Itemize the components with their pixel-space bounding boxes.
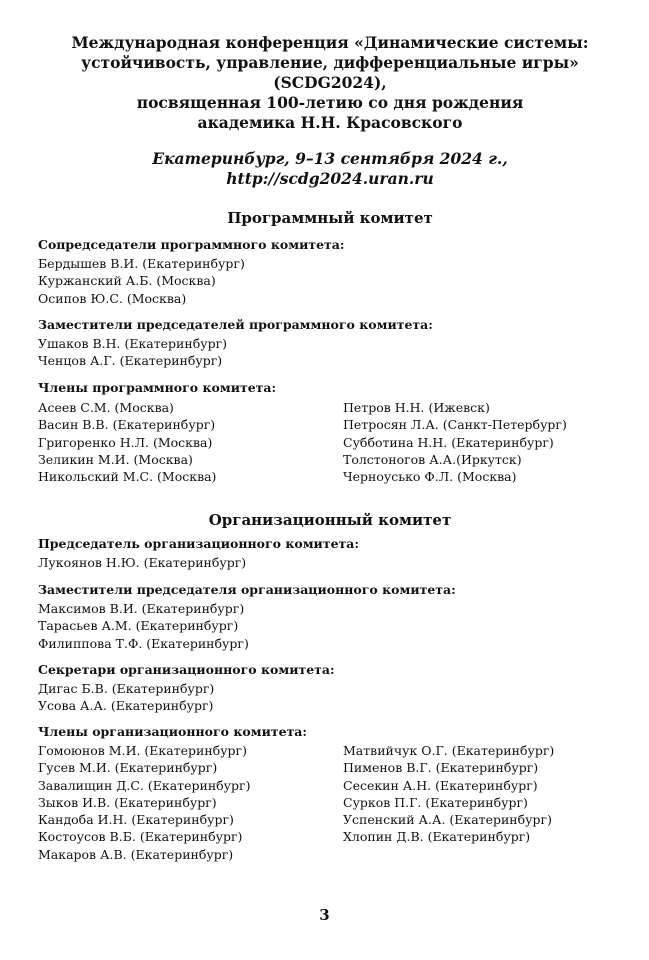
list-item: Ченцов А.Г. (Екатеринбург) [38,353,223,369]
title-line: устойчивость, управление, дифференциальные игры» [81,53,579,72]
list-item: Гусев М.И. (Екатеринбург) [38,760,218,776]
list-item: Матвийчук О.Г. (Екатеринбург) [343,743,555,758]
list-item: Гомоюнов М.И. (Екатеринбург) [38,743,247,758]
list-item: Григоренко Н.Л. (Москва) [38,434,213,450]
org-secretaries-list [38,680,338,715]
list-item: Субботина Н.Н. (Екатеринбург) [343,434,554,450]
list-item: Петров Н.Н. (Ижевск) [343,400,490,415]
org-members-left [38,742,338,863]
list-item: Сесекин А.Н. (Екатеринбург) [343,777,538,793]
org-deputies-title: Заместители председателя организационного комитета: [38,582,456,597]
program-members-left [38,399,338,485]
list-item: Куржанский А.Б. (Москва) [38,273,216,289]
list-item: Черноусько Ф.Л. (Москва) [343,469,517,485]
title-line: академика Н.Н. Красовского [197,113,463,132]
list-item: Толстоногов А.А.(Иркутск) [343,451,522,467]
list-item: Васин В.В. (Екатеринбург) [38,417,216,433]
list-item: Дигас Б.В. (Екатеринбург) [38,681,215,696]
list-item: Завалищин Д.С. (Екатеринбург) [38,777,251,793]
list-item: Успенский А.А. (Екатеринбург) [343,812,552,828]
program-deputies-list [38,335,338,370]
title-line: Международная конференция «Динамические системы: [71,33,589,52]
list-item: Лукоянов Н.Ю. (Екатеринбург) [38,555,247,570]
list-item: Усова А.А. (Екатеринбург) [38,698,214,714]
list-item: Пименов В.Г. (Екатеринбург) [343,760,539,776]
list-item: Петросян Л.А. (Санкт-Петербург) [343,417,567,433]
list-item: Зыков И.В. (Екатеринбург) [38,794,217,810]
list-item: Ушаков В.Н. (Екатеринбург) [38,336,228,351]
program-committee-title: Программный комитет [227,209,433,227]
conference-title [30,33,630,133]
list-item: Сурков П.Г. (Екатеринбург) [343,794,528,810]
org-secretaries-title: Секретари организационного комитета: [38,662,335,677]
list-item: Никольский М.С. (Москва) [38,469,217,485]
org-members-right [343,742,643,846]
list-item: Асеев С.М. (Москва) [38,400,174,415]
list-item: Бердышев В.И. (Екатеринбург) [38,256,245,271]
list-item: Хлопин Д.В. (Екатеринбург) [343,829,531,845]
program-members-right [343,399,643,485]
org-members-title: Члены организационного комитета: [38,724,308,739]
org-chair-list [38,554,338,571]
conference-url: http://scdg2024.uran.ru [226,169,434,188]
title-line: (SCDG2024), [273,73,387,92]
list-item: Тарасьев А.М. (Екатеринбург) [38,618,239,634]
title-line: посвященная 100-летию со дня рождения [136,93,524,112]
conference-place-date [30,149,630,189]
program-cochairs-title: Сопредседатели программного комитета: [38,237,345,252]
program-cochairs-list [38,255,338,307]
program-members-title: Члены программного комитета: [38,380,277,395]
list-item: Кандоба И.Н. (Екатеринбург) [38,812,234,828]
list-item: Костоусов В.Б. (Екатеринбург) [38,829,243,845]
list-item: Зеликин М.И. (Москва) [38,451,193,467]
organizing-committee-title: Организационный комитет [208,511,452,529]
org-deputies-list [38,600,338,652]
list-item: Максимов В.И. (Екатеринбург) [38,601,245,616]
place-date: Екатеринбург, 9–13 сентября 2024 г., [152,149,508,168]
org-chair-title: Председатель организационного комитета: [38,536,359,551]
list-item: Осипов Ю.С. (Москва) [38,290,187,306]
program-deputies-title: Заместители председателей программного комитета: [38,317,433,332]
page-number: 3 [319,906,330,924]
list-item: Макаров А.В. (Екатеринбург) [38,846,234,862]
list-item: Филиппова Т.Ф. (Екатеринбург) [38,635,249,651]
